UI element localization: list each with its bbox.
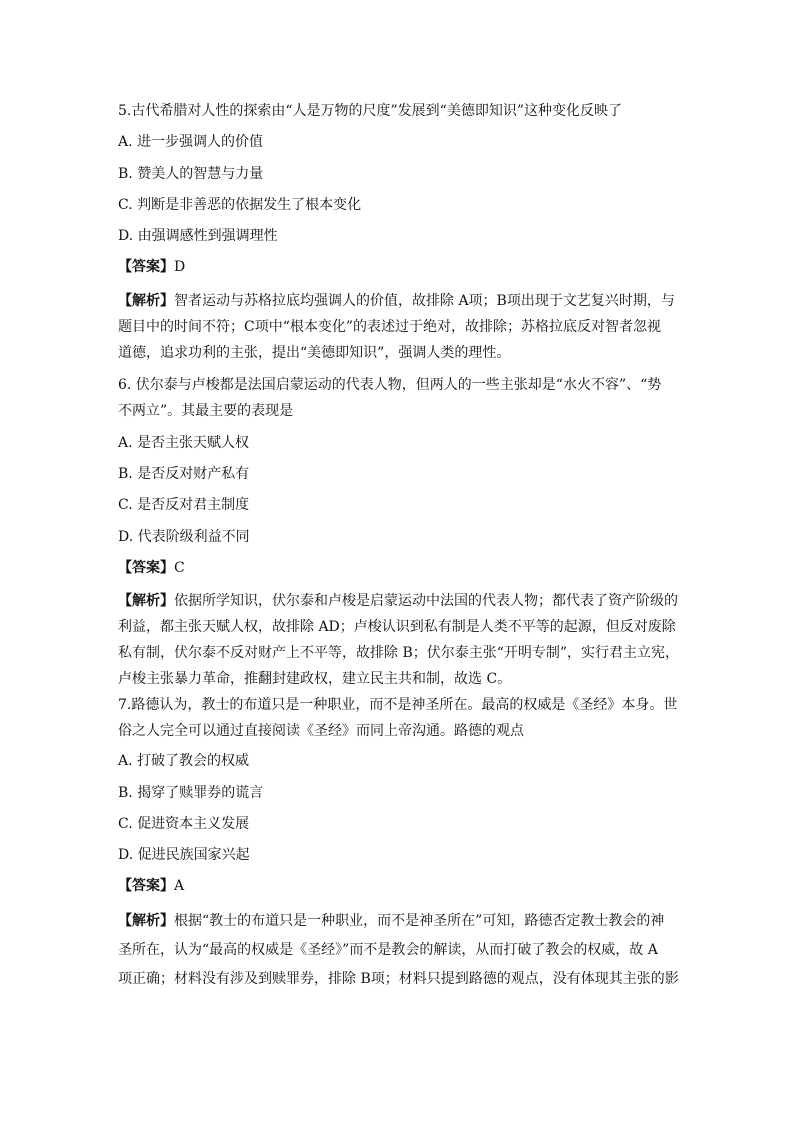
stem-line: 7.路德认为，教士的布道只是一种职业，而不是神圣所在。最高的权威是《圣经》本身。世	[118, 697, 678, 714]
question-5-option-d: D. 由强调感性到强调理性	[118, 228, 278, 245]
analysis-text: 根据“教士的布道只是一种职业，而不是神圣所在”可知，路德否定教士教会的神	[174, 912, 665, 929]
question-6-answer	[118, 557, 678, 579]
answer-value: C	[174, 559, 185, 576]
question-5-option-a: A. 进一步强调人的价值	[118, 134, 264, 151]
analysis-line: 利益，都主张天赋人权，故排除 AD；卢梭认识到私有制是人类不平等的起源，但反对废除	[118, 619, 676, 636]
question-7-answer	[118, 875, 678, 897]
question-7-option-b: B. 揭穿了赎罪券的谎言	[118, 784, 264, 801]
question-7-stem	[118, 692, 678, 744]
answer-label: 【答案】	[118, 878, 174, 895]
question-5-stem: 5.古代希腊对人性的探索由“人是万物的尺度”发展到“美德即知识”这种变化反映了	[118, 103, 622, 119]
stem-line: 俗之人完全可以通过直接阅读《圣经》而同上帝沟通。路德的观点	[118, 723, 524, 740]
question-7-option-c: C. 促进资本主义发展	[118, 815, 250, 832]
question-5-option-b: B. 赞美人的智慧与力量	[118, 165, 264, 182]
question-7-analysis	[118, 907, 678, 994]
question-5-analysis	[118, 288, 678, 366]
answer-label: 【答案】	[118, 559, 174, 576]
analysis-label: 【解析】	[118, 292, 174, 309]
analysis-line: 项正确；材料没有涉及到赎罪券，排除 B项；材料只提到路德的观点，没有体现其主张的影	[118, 970, 679, 987]
analysis-line	[118, 907, 678, 936]
analysis-line: 题目中的时间不符；C项中“根本变化”的表述过于绝对，故排除；苏格拉底反对智者忽视	[118, 318, 662, 335]
analysis-text: 智者运动与苏格拉底均强调人的价值，故排除 A项；B项出现于文艺复兴时期，与	[174, 292, 675, 309]
question-7-option-d: D. 促进民族国家兴起	[118, 847, 250, 864]
question-5-option-c: C. 判断是非善恶的依据发生了根本变化	[118, 196, 362, 213]
question-6-option-b: B. 是否反对财产私有	[118, 466, 250, 483]
analysis-label: 【解析】	[118, 593, 174, 610]
answer-label: 【答案】	[118, 259, 174, 276]
stem-line: 不两立”。其最主要的表现是	[118, 402, 294, 419]
analysis-line: 卢梭主张暴力革命，推翻封建政权，建立民主共和制，故选 C。	[118, 671, 512, 688]
analysis-text: 依据所学知识，伏尔泰和卢梭是启蒙运动中法国的代表人物；都代表了资产阶级的	[174, 593, 678, 610]
answer-value: D	[174, 259, 186, 276]
question-5-answer	[118, 256, 678, 278]
analysis-line	[118, 288, 678, 314]
question-6-option-c: C. 是否反对君主制度	[118, 497, 250, 514]
analysis-line	[118, 588, 678, 614]
question-6-stem	[118, 372, 678, 424]
answer-value: A	[174, 878, 185, 895]
analysis-line: 私有制，伏尔泰不反对财产上不平等，故排除 B；伏尔泰主张“开明专制”，实行君主立宪，	[118, 645, 680, 662]
analysis-line: 道德，追求功利的主张，提出“美德即知识”，强调人类的理性。	[118, 344, 511, 361]
stem-line: 6. 伏尔泰与卢梭都是法国启蒙运动的代表人物，但两人的一些主张却是“水火不容”、“势	[118, 376, 662, 393]
analysis-line: 圣所在，认为“最高的权威是《圣经》”而不是教会的解读，从而打破了教会的权威，故 A	[118, 941, 658, 958]
question-6-option-d: D. 代表阶级利益不同	[118, 528, 250, 545]
question-6-analysis	[118, 588, 678, 692]
question-content	[118, 100, 678, 994]
question-6-option-a: A. 是否主张天赋人权	[118, 434, 250, 451]
question-7-option-a: A. 打破了教会的权威	[118, 753, 250, 770]
analysis-label: 【解析】	[118, 912, 174, 929]
